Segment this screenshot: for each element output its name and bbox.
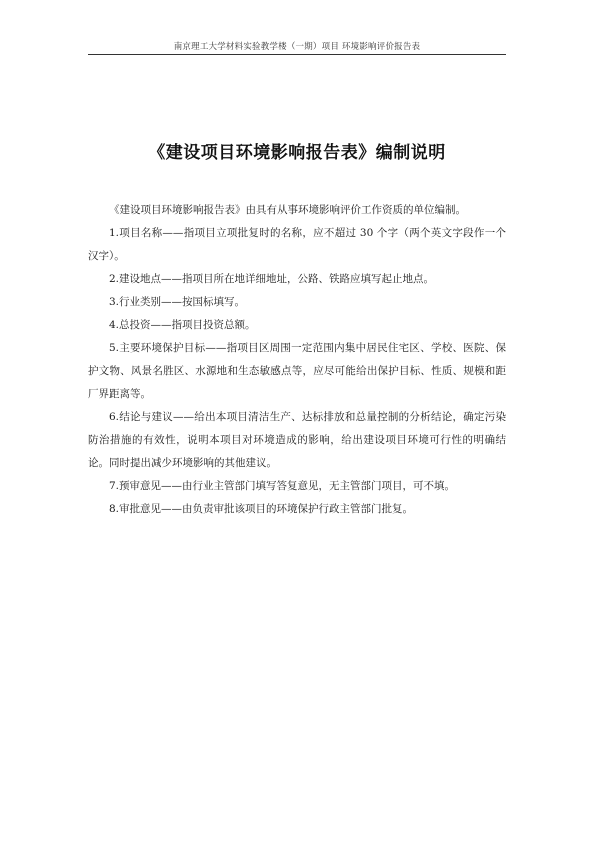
item-preliminary-review: 7.预审意见——由行业主管部门填写答复意见，无主管部门项目，可不填。 [109,480,456,492]
item-project-name: 1.项目名称——指项目立项批复时的名称，应不超过 30 个字（两个英文字段作一个汉字）。 [88,227,506,262]
running-header: 南京理工大学材料实验教学楼（一期）项目 环境影响评价报告表 [173,42,421,52]
item-conclusions: 6.结论与建议——给出本项目清洁生产、达标排放和总量控制的分析结论，确定污染防治措施的有效性，说明本项目对环境造成的影响，给出建设项目环境可行性的明确结论。同时提出减少环境影响的其他建议。 [88,411,506,469]
item-total-investment: 4.总投资——指项目投资总额。 [109,319,256,331]
item-industry-category: 3.行业类别——按国标填写。 [109,296,246,308]
intro-paragraph: 《建设项目环境影响报告表》由具有从事环境影响评价工作资质的单位编制。 [109,204,466,216]
item-protection-targets: 5.主要环境保护目标——指项目区周围一定范围内集中居民住宅区、学校、医院、保护文物、风景名胜区、水源地和生态敏感点等，应尽可能给出保护目标、性质、规模和距厂界距离等。 [88,342,506,400]
item-approval-opinion: 8.审批意见——由负责审批该项目的环境保护行政主管部门批复。 [109,503,414,515]
item-construction-site: 2.建设地点——指项目所在地详细地址，公路、铁路应填写起止地点。 [109,273,435,285]
header-divider [88,54,506,55]
page-title: 《建设项目环境影响报告表》编制说明 [148,143,446,163]
document-body [88,199,506,521]
